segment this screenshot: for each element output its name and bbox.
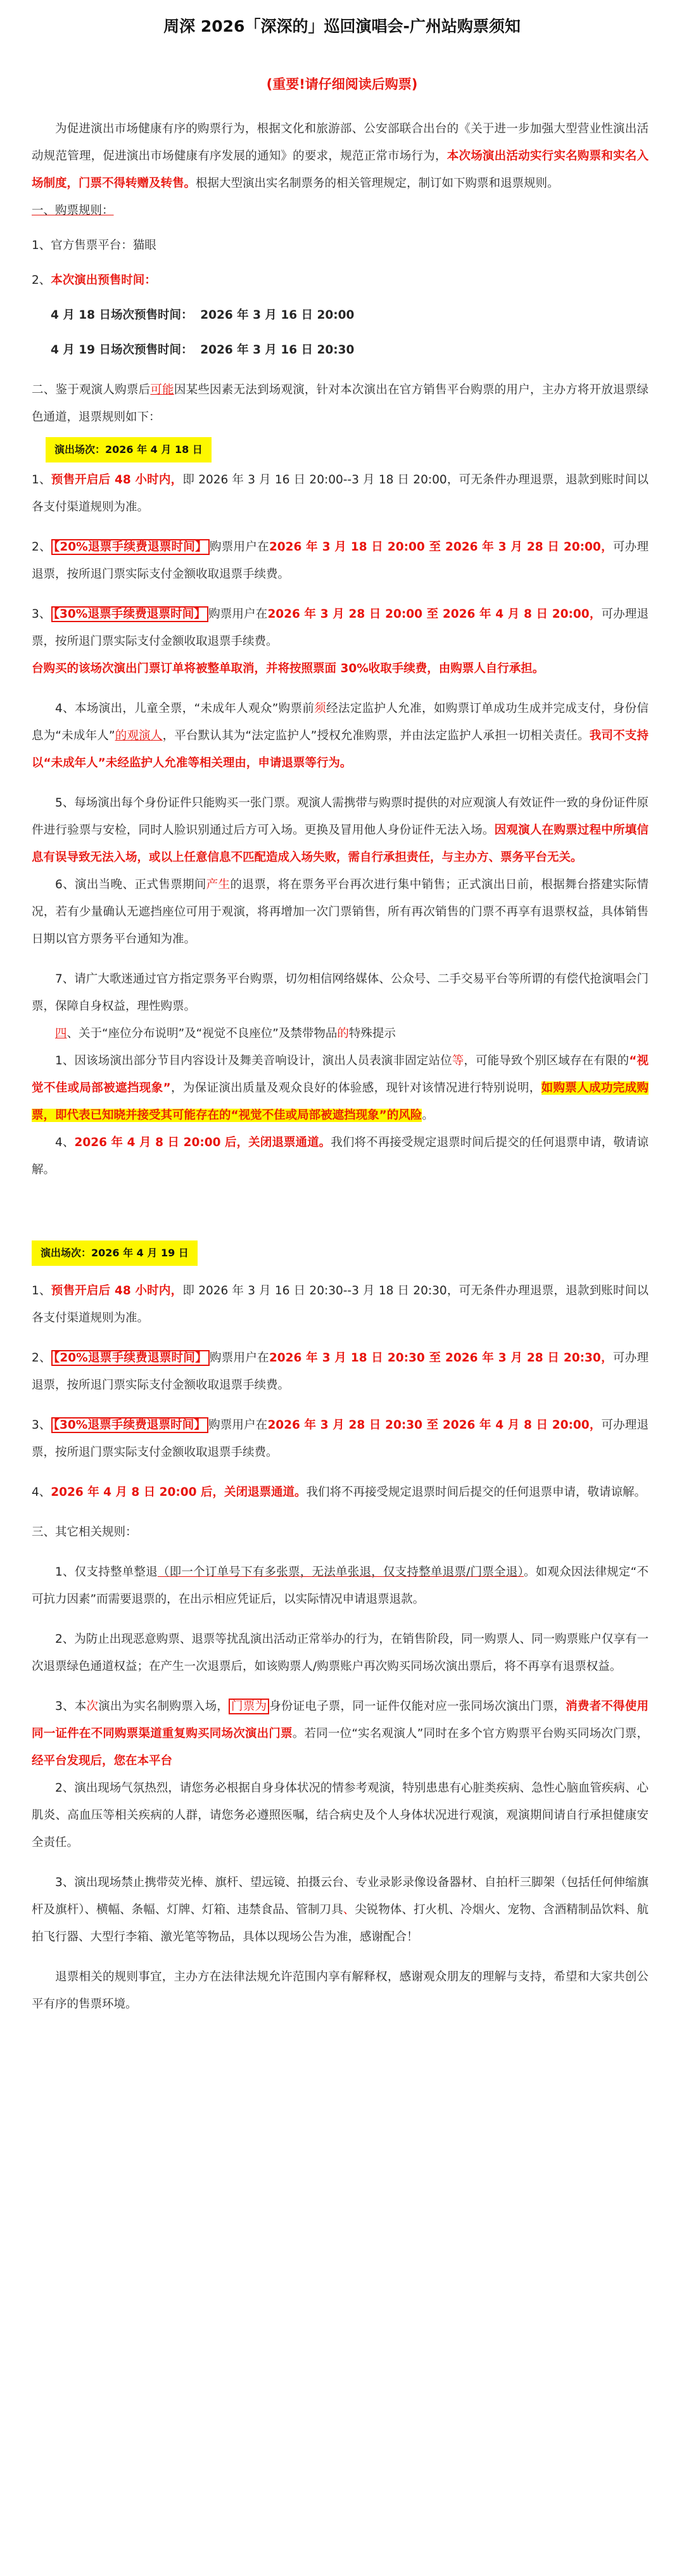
prohibited-items-rule: 3、演出现场禁止携带荧光棒、旗杆、望远镜、拍摄云台、专业录影录像设备器材、自拍杆三脚架（包括任何伸缩旗杆及旗杆）、横幅、条幅、灯牌、灯箱、违禁食品、管制刀具、尖锐物体、打火机、冷烟火、宠物、含酒精制品饮料、航拍飞行器、大型行李箱、激光笔等物品，具体以现场公告为准，感谢配合！ xyxy=(32,1876,649,1944)
id-entry-rule: 5、每场演出每个身份证件只能购买一张门票。观演人需携带与购票时提供的对应观演人有效证件一致的身份证件原件进行验票与安检，同时人脸识别通过后方可入场。更换及冒用他人身份证件无法入场。因观演人在购票过程中所填信息有误导致无法入场，或以上任意信息不匹配造成入场失败，需自行承担责任，与主办方、票务平台无关。 xyxy=(32,796,649,864)
health-notice: 2、演出现场气氛热烈，请您务必根据自身身体状况的情参考观演，特别患患有心脏类疾病、急性心脑血管疾病、心肌炎、高血压等相关疾病的人群，请您务必遵照医嘱，结合病史及个人身体状况进行观演，观演期间请自行承担健康安全责任。 xyxy=(32,1782,649,1849)
presale-heading: 2、本次演出预售时间： xyxy=(32,274,156,287)
document-body xyxy=(0,96,684,2018)
real-name-entry-rule: 3、本次演出为实名制购票入场， 门票为 身份证电子票，同一证件仅能对应一张同场次演出门票，消费者不得使用同一证件在不同购票渠道重复购买同场次演出门票。若同一位“实名观演人”同时在多个官方购票平台购买同场次门票，经平台发现后，您在本平台 xyxy=(32,1700,649,1768)
refund-rule-3: 3、 【30%退票手续费退票时间】 购票用户在2026 年 3 月 28 日 20:00 至 2026 年 4 月 8 日 20:00，可办理退票，按所退门票实际支付金额收取退票手续费。 xyxy=(32,608,649,648)
document-title: 周深 2026「深深的」巡回演唱会-广州站购票须知 xyxy=(163,17,521,35)
one-refund-only-rule: 2、为防止出现恶意购票、退票等扰乱演出活动正常举办的行为，在销售阶段，同一购票人、同一购票账户仅享有一次退票绿色通道权益；在产生一次退票后，如该购票人/购票账户再次购买同场次演出票后，将不再享有退票权益。 xyxy=(32,1633,649,1673)
refund-close-0418: 4、2026 年 4 月 8 日 20:00 后，关闭退票通道。我们将不再接受规定退票时间后提交的任何退票申请，敬请谅解。 xyxy=(32,1136,649,1176)
closing-statement: 退票相关的规则事宜，主办方在法律法规允许范围内享有解释权，感谢观众朋友的理解与支持，希望和大家共创公平有序的售票环境。 xyxy=(32,1970,649,2011)
important-notice: (重要!请仔细阅读后购票) xyxy=(266,77,418,92)
presale-time-0419: 4 月 19 日场次预售时间： 2026 年 3 月 16 日 20:30 xyxy=(51,343,355,357)
real-name-rule: 本次场演出活动实行实名购票和实名入场制度，门票不得转赠及转售。 xyxy=(32,150,649,190)
minor-rule: 4、本场演出，儿童全票，“未成年人观众”购票前须经法定监护人允准，如购票订单成功生成并完成支付，身份信息为“未成年人”的观演人，平台默认其为“法定监护人”授权允准购票，并由法定监护人承担一切相关责任。我司不支持以“未成年人”未经监护人允准等相关理由，申请退票等行为。 xyxy=(32,702,649,770)
refund-rule-2: 2、 【20%退票手续费退票时间】 购票用户在2026 年 3 月 18 日 20:00 至 2026 年 3 月 28 日 20:00，可办理退票，按所退门票实际支付金额收取退票手续费。 xyxy=(32,540,649,581)
resale-rule: 6、演出当晚、正式售票期间产生的退票，将在票务平台再次进行集中销售；正式演出日前，根据舞台搭建实际情况，若有少量确认无遮挡座位可用于观演，将再增加一次门票销售，所有再次销售的门票不再享有退票权益，具体销售日期以官方票务平台通知为准。 xyxy=(32,878,649,946)
presale-time-0418: 4 月 18 日场次预售时间： 2026 年 3 月 16 日 20:00 xyxy=(51,309,355,322)
section-1-heading: 一、购票规则： xyxy=(32,204,114,217)
official-channel-rule: 7、请广大歌迷通过官方指定票务平台购票，切勿相信网络媒体、公众号、二手交易平台等所谓的有偿代抢演唱会门票，保障自身权益，理性购票。 xyxy=(32,972,649,1013)
view-obstruction-note: 1、因该场演出部分节目内容设计及舞美音响设计，演出人员表演非固定站位等，可能导致个别区域存在有限的“视觉不佳或局部被遮挡现象”，为保证演出质量及观众良好的体验感，现针对该情况进行特别说明，如购票人成功完成购票，即代表已知晓并接受其可能存在的“视觉不佳或局部被遮挡现象”的风险。 xyxy=(32,1054,649,1122)
refund-rule-3-0419: 3、 【30%退票手续费退票时间】 购票用户在2026 年 3 月 28 日 20:30 至 2026 年 4 月 8 日 20:00，可办理退票，按所退门票实际支付金额收取退票手续费。 xyxy=(32,1419,649,1459)
session-label-0419: 演出场次：2026 年 4 月 19 日 xyxy=(32,1240,198,1266)
whole-order-refund-rule: 1、仅支持整单整退（即一个订单号下有多张票，无法单张退，仅支持整单退票/门票全退）。如观众因法律规定“不可抗力因素”而需要退票的，在出示相应凭证后，以实际情况申请退票退款。 xyxy=(32,1565,649,1606)
official-platform: 1、官方售票平台：猫眼 xyxy=(32,239,156,252)
refund-rule-1-0419: 1、预售开启后 48 小时内，即 2026 年 3 月 16 日 20:30--3 月 18 日 20:30，可无条件办理退票，退款到账时间以各支付渠道规则为准。 xyxy=(32,1284,649,1325)
section-3-heading: 三、其它相关规则： xyxy=(32,1526,137,1539)
intro-paragraph: 为促进演出市场健康有序的购票行为，根据文化和旅游部、公安部联合出台的《关于进一步加强大型营业性演出活动规范管理，促进演出市场健康有序发展的通知》的要求，规范正常市场行为，本次场演出活动实行实名购票和实名入场制度，门票不得转赠及转售。根据大型演出实名制票务的相关管理规定，制订如下购票和退票规则。 xyxy=(32,122,649,190)
section-4-heading: 四、关于“座位分布说明”及“视觉不良座位”及禁带物品的特殊提示 xyxy=(55,1027,396,1040)
refund-close-0419: 4、2026 年 4 月 8 日 20:00 后，关闭退票通道。我们将不再接受规定退票时间后提交的任何退票申请，敬请谅解。 xyxy=(32,1486,647,1499)
section-2-heading: 二、鉴于观演人购票后可能因某些因素无法到场观演，针对本次演出在官方销售平台购票的用户，主办方将开放退票绿色通道，退票规则如下： xyxy=(32,383,649,424)
duplicate-order-cancel-note: 台购买的该场次演出门票订单将被整单取消，并将按照票面 30%收取手续费，由购票人自行承担。 xyxy=(32,662,545,675)
refund-rule-1: 1、预售开启后 48 小时内，即 2026 年 3 月 16 日 20:00--3 月 18 日 20:00，可无条件办理退票，退款到账时间以各支付渠道规则为准。 xyxy=(32,473,649,514)
refund-rule-2-0419: 2、 【20%退票手续费退票时间】 购票用户在2026 年 3 月 18 日 20:30 至 2026 年 3 月 28 日 20:30，可办理退票，按所退门票实际支付金额收取退票手续费。 xyxy=(32,1351,649,1392)
session-label-0418: 演出场次：2026 年 4 月 18 日 xyxy=(46,437,212,462)
